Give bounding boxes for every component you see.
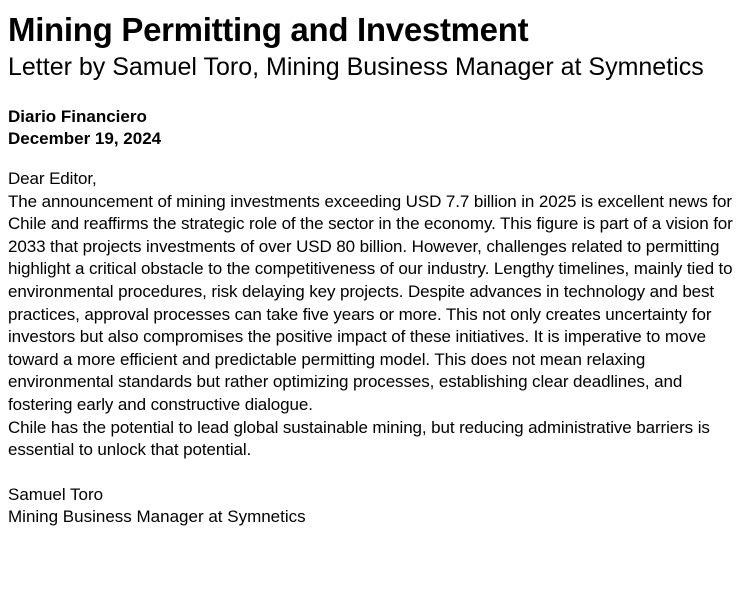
page-subtitle: Letter by Samuel Toro, Mining Business Manager at Symnetics xyxy=(8,53,704,81)
letter-signature xyxy=(8,484,743,529)
publication-meta xyxy=(8,106,743,150)
letter-paragraph: The announcement of mining investments exceeding USD 7.7 billion in 2025 is excellent news for Chile and reaffirms the strategic role of the sector in the economy. This figure is part of a vision for 2033 that projects investments of over USD 80 billion. However, challenges related to permitting highlight a critical obstacle to the competitiveness of our industry. Lengthy timelines, mainly tied to environmental procedures, risk delaying key projects. Despite advances in technology and best practices, approval processes can take five years or more. This not only creates uncertainty for investors but also compromises the positive impact of these initiatives. It is imperative to move toward a more efficient and predictable permitting model. This does not mean relaxing environmental standards but rather optimizing processes, establishing clear deadlines, and fostering early and constructive dialogue. xyxy=(8,191,733,414)
signature-name: Samuel Toro xyxy=(8,484,104,504)
document-page xyxy=(8,10,743,529)
publication-name: Diario Financiero xyxy=(8,107,147,126)
letter-paragraph: Chile has the potential to lead global sustainable mining, but reducing administrative barriers is essential to unlock that potential. xyxy=(8,417,710,460)
letter-body xyxy=(8,168,743,462)
page-title: Mining Permitting and Investment xyxy=(8,11,529,48)
publication-date: December 19, 2024 xyxy=(8,129,162,148)
letter-salutation: Dear Editor, xyxy=(8,169,97,188)
signature-role: Mining Business Manager at Symnetics xyxy=(8,507,306,527)
